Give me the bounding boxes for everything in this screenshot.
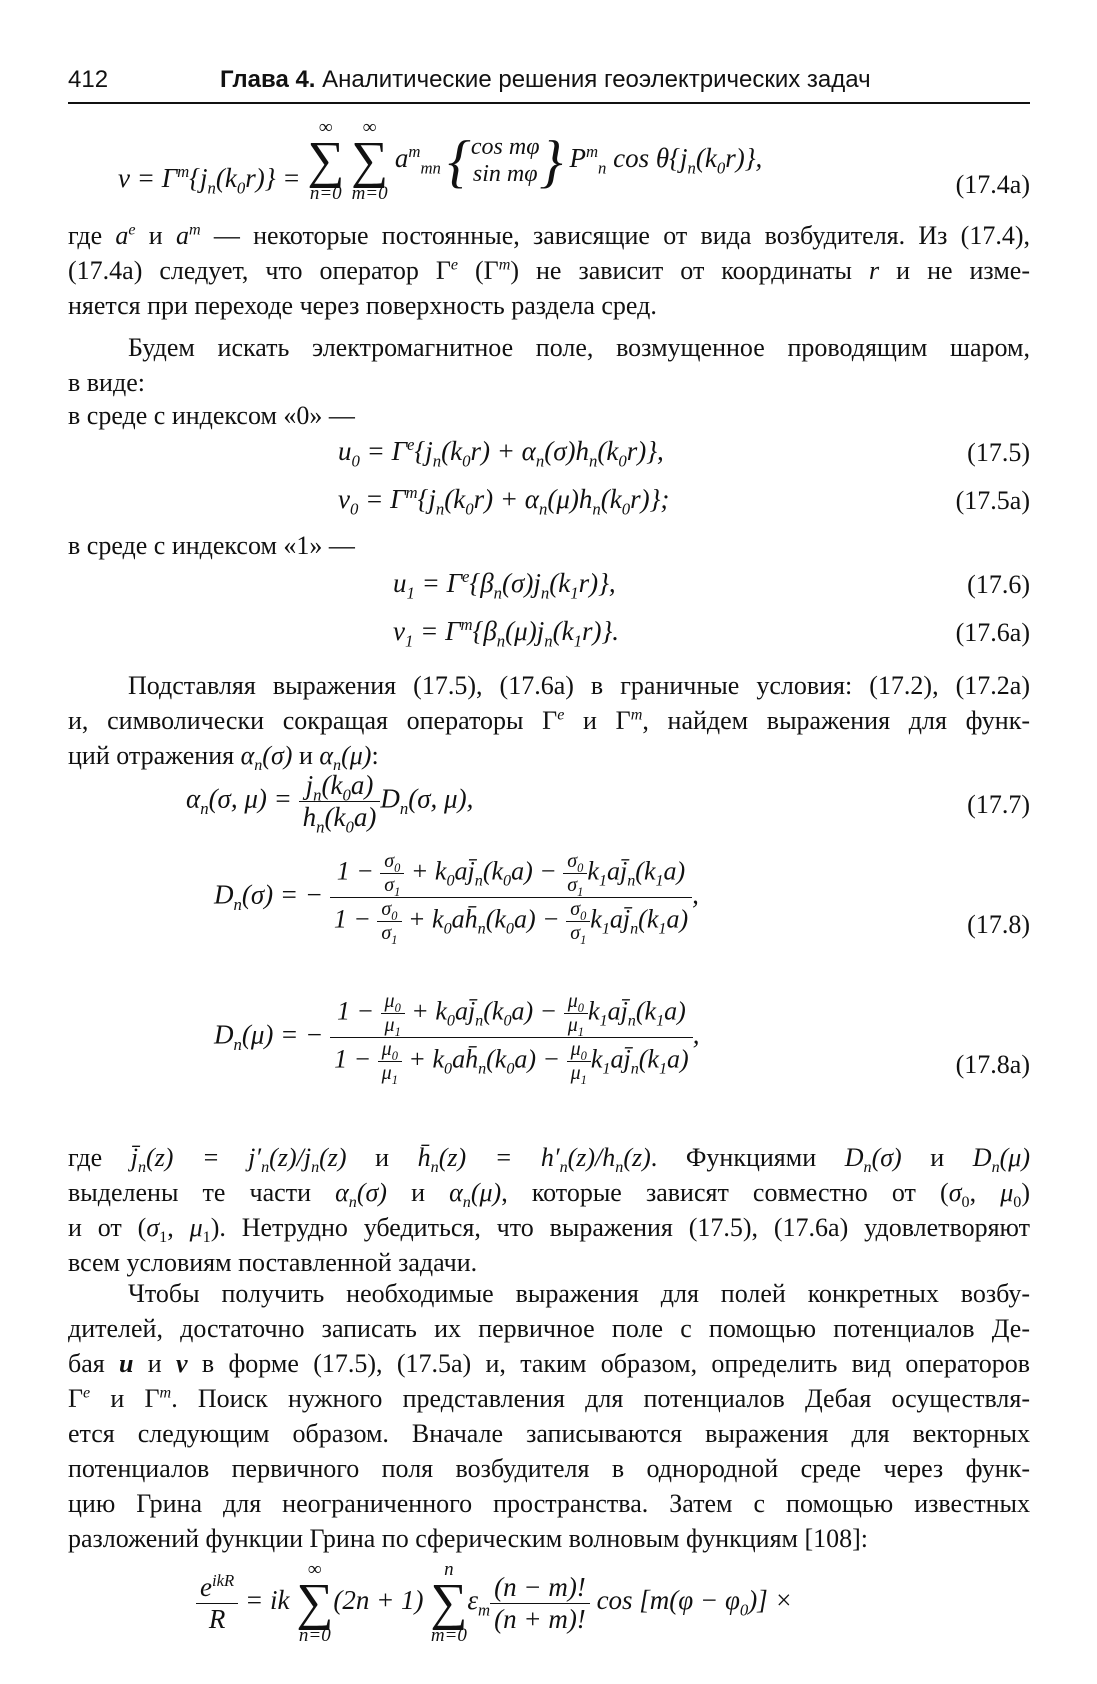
- medium-1-label: в среде с индексом «1» —: [68, 531, 355, 560]
- equation-number: (17.8a): [955, 1050, 1030, 1079]
- equation-17-7: $\alpha_n(\sigma$, μ) = $\frac{j_n(k_0a)}{h_n(k_0a)}$ $D_n(\sigma$, μ),: [186, 770, 474, 837]
- equation-number: (17.7): [967, 790, 1030, 819]
- paragraph-2: Будем искать электромагнитное поле, возмущенное проводящим шаром, в виде:: [68, 333, 1030, 397]
- equation-17-5a: $v_0 = \Gamma^m\{j_n(k_0r) + \alpha_n(\mu)h_n(k_0r)\}$;: [338, 483, 670, 519]
- equation-17-4a: $v = \Gamma^m\{j_n(k_0r)\}$ = ∞ ∑ n=0 ∞ ∑ m=0 $a^m_{mn}$ { cos mφ sin mφ } $P^m_n$ $\cos \theta\{j_n(k_0r)\}$,: [118, 117, 763, 204]
- equation-17-8a: $D_n(\mu)$ = − 1 − $\frac{\mu_0}{\mu_1}$ + $k_0aj̄_n(k_0a)$ − $\frac{\mu_0}{\mu_1}$ $k_1aj̄_n(k_1a)$ 1 − $\frac{\mu_0}{\mu_1}$ + $k_0ah̄_n(k_0a)$ − $\frac{\mu_0}{\mu_1}$ $k_1aj̄_n(k_1a)$ ,: [214, 990, 700, 1087]
- equation-number: (17.4a): [955, 170, 1030, 199]
- page-number: 412: [68, 66, 109, 93]
- equation-17-6: $u_1 = \Gamma^e\{\beta_n(\sigma)j_n(k_1r)\}$,: [393, 567, 616, 603]
- equation-17-8: $D_n(\sigma)$ = − 1 − $\frac{\sigma_0}{\sigma_1}$ + $k_0aj̄_n(k_0a)$ − $\frac{\sigma_0}{\sigma_1}$ $k_1aj̄_n(k_1a)$ 1 − $\frac{\sigma_0}{\sigma_1}$ + $k_0ah̄_n(k_0a)$ − $\frac{\sigma_0}{\sigma_1}$ $k_1aj̄_n(k_1a)$ ,: [214, 850, 699, 947]
- header-rule: [68, 102, 1030, 104]
- equation-17-6a: $v_1 = \Gamma^m\{\beta_n(\mu)j_n(k_1r)\}$.: [393, 615, 619, 651]
- equation-green-expansion: $\frac{e^{ikR}}{R}$ = ik ∞ ∑ n=0 (2n + 1) n ∑ m=0 $\varepsilon_m$ $\frac{(n - m)!}{(n + m)!}$ $\cos [m(\varphi - \varphi_0)]$ ×: [196, 1560, 793, 1646]
- paragraph-3: Подставляя выражения (17.5), (17.6a) в граничные условия: (17.2), (17.2a) и, символически сокращая операторы $\Gamma^e$ и $\Gamma^m$, найдем выражения для функ- ций отражения $\alpha_n(\sigma)$ и $\alpha_n(\mu)$:: [68, 671, 1031, 775]
- equation-number: (17.5): [967, 438, 1030, 467]
- paragraph-4: где $j̄_n(z) = j'_n(z)/j_n(z)$ и $h̄_n(z) = h'_n(z)/h_n(z)$. Функциями $D_n(\sigma)$ и $D_n(\mu)$ выделены те части $\alpha_n(\sigma)$ и $\alpha_n(\mu)$, которые зависят совместно от ($\sigma_0$, $\mu_0$) и от ($\sigma_1$, $\mu_1$). Нетрудно убедиться, что выражения (17.5), (17.6a) удовлетворяют всем условиям поставленной задачи.: [68, 1143, 1031, 1277]
- equation-number: (17.5a): [955, 486, 1030, 515]
- equation-17-5: $u_0 = \Gamma^e\{j_n(k_0r) + \alpha_n(\sigma)h_n(k_0r)\}$,: [338, 435, 664, 471]
- medium-0-label: в среде с индексом «0» —: [68, 401, 355, 430]
- equation-number: (17.8): [967, 910, 1030, 939]
- equation-number: (17.6): [967, 570, 1030, 599]
- equation-number: (17.6a): [955, 618, 1030, 647]
- running-title: Глава 4. Аналитические решения геоэлектрических задач: [220, 66, 871, 93]
- paragraph-1: где $a^e$ и $a^m$ — некоторые постоянные, зависящие от вида возбудителя. Из (17.4), (17.4a) следует, что оператор $\Gamma^e$ $(\Gamma^m)$ не зависит от координаты r и не изме- няется при переходе через поверхность раздела сред.: [68, 221, 1030, 320]
- paragraph-5: Чтобы получить необходимые выражения для полей конкретных возбу- дителей, достаточно записать их первичное поле с помощью потенциалов Де- бая u и v в форме (17.5), (17.5a) и, таким образом, определить вид операторов $\Gamma^e$ и $\Gamma^m$. Поиск нужного представления для потенциалов Дебая осуществля- ется следующим образом. Вначале записываются выражения для векторных потенциалов первичного поля возбудителя в однородной среде через функ- цию Грина для неограниченного пространства. Затем с помощью известных разложений функции Грина по сферическим волновым функциям [108]:: [68, 1279, 1030, 1553]
